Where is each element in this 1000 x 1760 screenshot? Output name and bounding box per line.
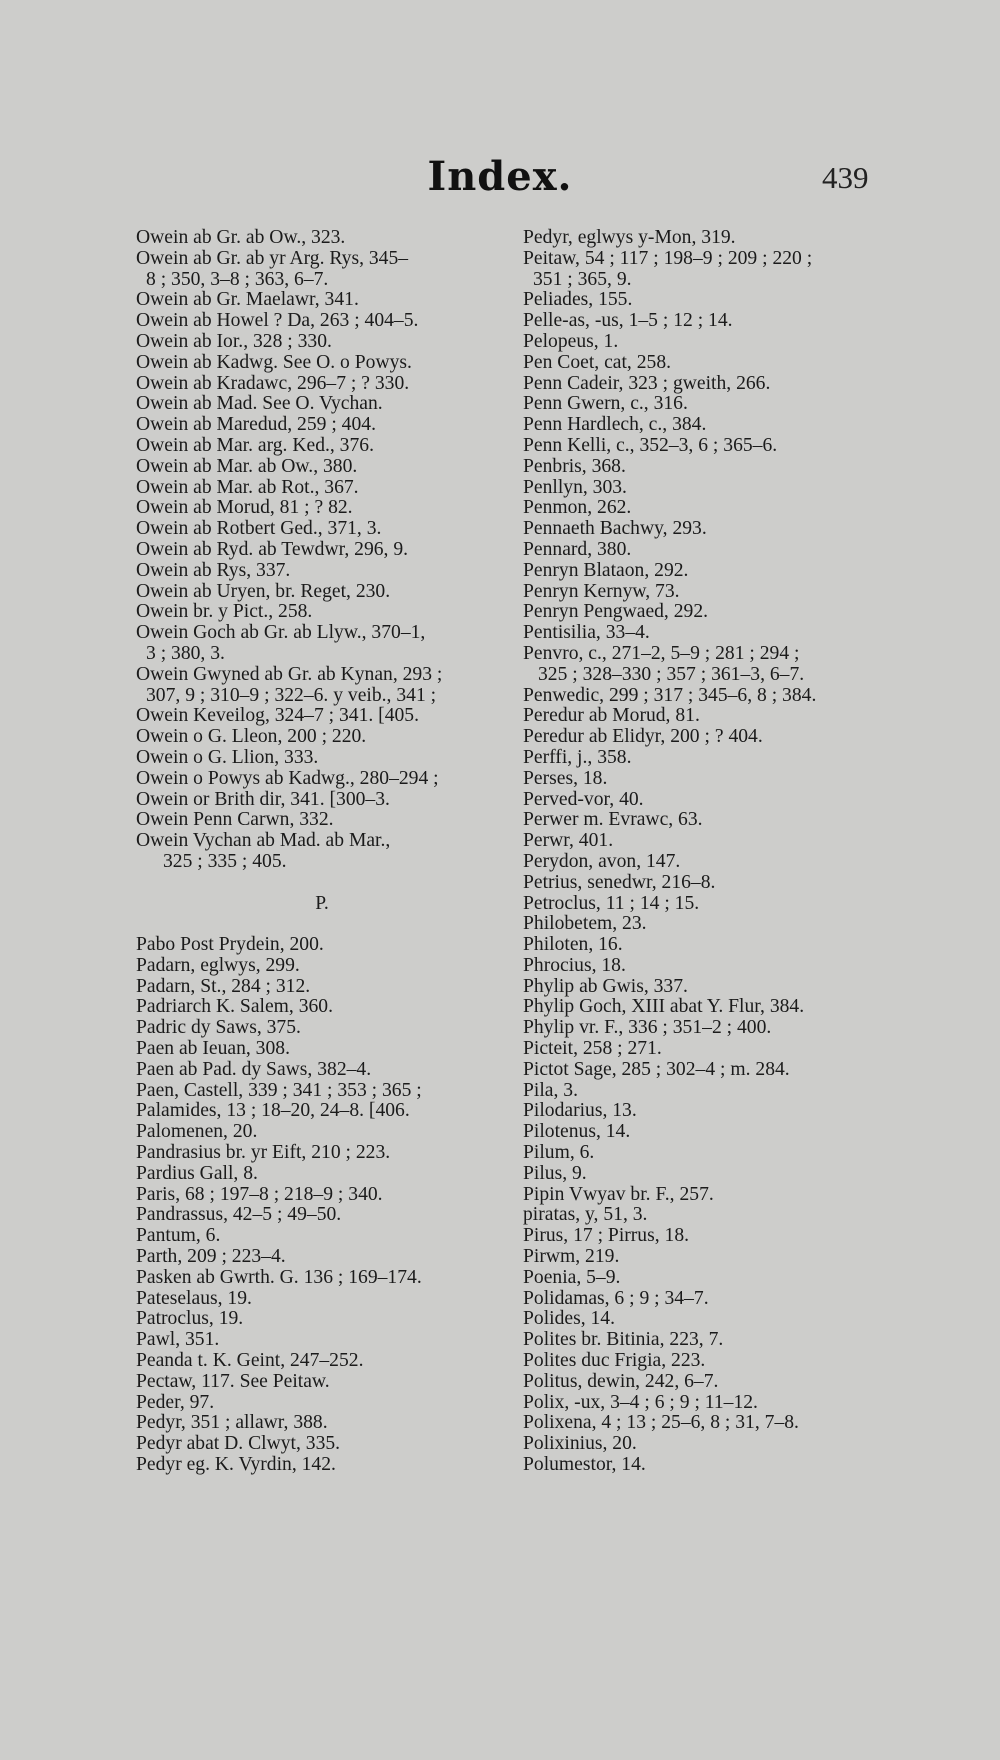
index-entry: Penryn Pengwaed, 292. xyxy=(523,601,709,623)
index-entry: Owein Penn Carwn, 332. xyxy=(136,809,334,831)
index-entry: Polidamas, 6 ; 9 ; 34–7. xyxy=(523,1287,709,1309)
index-entry: Polumestor, 14. xyxy=(523,1454,646,1476)
index-entry: Peanda t. K. Geint, 247–252. xyxy=(136,1350,364,1372)
index-entry: Penryn Blataon, 292. xyxy=(523,559,689,581)
index-entry: Penmon, 262. xyxy=(523,497,632,519)
index-column-right xyxy=(523,228,903,1476)
index-entry: Pateselaus, 19. xyxy=(136,1287,252,1309)
index-entry: Owein o Powys ab Kadwg., 280–294 ; xyxy=(136,767,439,789)
index-entry: Pantum, 6. xyxy=(136,1225,221,1247)
index-entry: Pirwm, 219. xyxy=(523,1246,620,1268)
index-entry: 325 ; 328–330 ; 357 ; 361–3, 6–7. xyxy=(538,663,805,685)
index-entry: Owein Keveilog, 324–7 ; 341. [405. xyxy=(136,705,419,727)
index-entry: Peitaw, 54 ; 117 ; 198–9 ; 209 ; 220 ; xyxy=(523,247,813,269)
index-entry: Pawl, 351. xyxy=(136,1329,220,1351)
index-entry: Penn Hardlech, c., 384. xyxy=(523,414,707,436)
index-entry: Penvro, c., 271–2, 5–9 ; 281 ; 294 ; xyxy=(523,642,800,664)
index-entry: Pilum, 6. xyxy=(523,1142,595,1164)
index-entry: Pelopeus, 1. xyxy=(523,330,619,352)
index-entry: Politus, dewin, 242, 6–7. xyxy=(523,1370,719,1392)
index-entry: Owein Gwyned ab Gr. ab Kynan, 293 ; xyxy=(136,663,443,685)
index-entry: Padriarch K. Salem, 360. xyxy=(136,996,333,1018)
index-entry: Petrius, senedwr, 216–8. xyxy=(523,871,716,893)
index-entry: Perwr, 401. xyxy=(523,830,614,852)
index-entry: Owein ab Morud, 81 ; ? 82. xyxy=(136,497,353,519)
index-entry: Perved-vor, 40. xyxy=(523,788,644,810)
index-entry: Pennard, 380. xyxy=(523,538,632,560)
index-entry: Owein ab Ior., 328 ; 330. xyxy=(136,330,332,352)
index-entry: Owein br. y Pict., 258. xyxy=(136,601,313,623)
index-entry: Penwedic, 299 ; 317 ; 345–6, 8 ; 384. xyxy=(523,684,817,706)
index-entry: 3 ; 380, 3. xyxy=(146,642,225,664)
index-entry: Owein Goch ab Gr. ab Llyw., 370–1, xyxy=(136,622,426,644)
index-entry: Owein ab Mar. ab Rot., 367. xyxy=(136,476,359,498)
index-entry: Penllyn, 303. xyxy=(523,476,627,498)
index-entry: Pennaeth Bachwy, 293. xyxy=(523,518,707,540)
index-entry: Owein ab Kadwg. See O. o Powys. xyxy=(136,351,412,373)
index-entry: Phylip Goch, XIII abat Y. Flur, 384. xyxy=(523,996,805,1018)
index-entry: Owein o G. Lleon, 200 ; 220. xyxy=(136,726,367,748)
index-entry: Owein ab Maredud, 259 ; 404. xyxy=(136,414,376,436)
index-entry: Padarn, eglwys, 299. xyxy=(136,954,300,976)
index-entry: Owein ab Kradawc, 296–7 ; ? 330. xyxy=(136,372,410,394)
index-entry: Penn Gwern, c., 316. xyxy=(523,393,688,415)
index-entry: Perses, 18. xyxy=(523,767,608,789)
index-entry: Pentisilia, 33–4. xyxy=(523,622,650,644)
section-letter: P. xyxy=(315,892,329,914)
index-entry: Polites duc Frigia, 223. xyxy=(523,1350,706,1372)
index-entry: Pila, 3. xyxy=(523,1079,578,1101)
index-entry: Palomenen, 20. xyxy=(136,1121,258,1143)
index-entry: Pen Coet, cat, 258. xyxy=(523,351,672,373)
index-entry: Penn Kelli, c., 352–3, 6 ; 365–6. xyxy=(523,434,778,456)
index-entry: Pedyr eg. K. Vyrdin, 142. xyxy=(136,1454,336,1476)
index-entry: 307, 9 ; 310–9 ; 322–6. y veib., 341 ; xyxy=(146,684,437,706)
index-entry: Polixinius, 20. xyxy=(523,1433,637,1455)
index-entry: Philoten, 16. xyxy=(523,934,623,956)
index-entry: Padric dy Saws, 375. xyxy=(136,1017,301,1039)
index-entry: Paen ab Pad. dy Saws, 382–4. xyxy=(136,1058,372,1080)
index-entry: Pirus, 17 ; Pirrus, 18. xyxy=(523,1225,690,1247)
index-entry: Owein or Brith dir, 341. [300–3. xyxy=(136,788,390,810)
index-entry: Philobetem, 23. xyxy=(523,913,647,935)
index-entry: Pilus, 9. xyxy=(523,1162,587,1184)
index-entry: 8 ; 350, 3–8 ; 363, 6–7. xyxy=(146,268,329,290)
index-entry: Pelle-as, -us, 1–5 ; 12 ; 14. xyxy=(523,310,733,332)
index-entry: Paris, 68 ; 197–8 ; 218–9 ; 340. xyxy=(136,1183,383,1205)
index-entry: Owein ab Ryd. ab Tewdwr, 296, 9. xyxy=(136,538,409,560)
index-entry: Phylip vr. F., 336 ; 351–2 ; 400. xyxy=(523,1017,772,1039)
index-entry: Paen ab Ieuan, 308. xyxy=(136,1038,290,1060)
index-entry: Peliades, 155. xyxy=(523,289,633,311)
index-entry: 325 ; 335 ; 405. xyxy=(163,850,287,872)
index-entry: Phylip ab Gwis, 337. xyxy=(523,975,688,997)
index-entry: Peder, 97. xyxy=(136,1391,215,1413)
index-entry: Owein ab Gr. ab Ow., 323. xyxy=(136,227,346,248)
index-entry: Polites br. Bitinia, 223, 7. xyxy=(523,1329,724,1351)
index-entry: Poenia, 5–9. xyxy=(523,1266,621,1288)
index-entry: Owein ab Gr. Maelawr, 341. xyxy=(136,289,359,311)
index-entry: Owein o G. Llion, 333. xyxy=(136,746,319,768)
index-entry: Pedyr, eglwys y-Mon, 319. xyxy=(523,227,736,248)
index-entry: Polix, -ux, 3–4 ; 6 ; 9 ; 11–12. xyxy=(523,1391,758,1413)
index-entry: Picteit, 258 ; 271. xyxy=(523,1038,662,1060)
index-entry: Owein ab Gr. ab yr Arg. Rys, 345– xyxy=(136,247,409,269)
index-entry: Pandrasius br. yr Eift, 210 ; 223. xyxy=(136,1142,391,1164)
index-entry: Padarn, St., 284 ; 312. xyxy=(136,975,311,997)
index-entry: Pedyr abat D. Clwyt, 335. xyxy=(136,1433,341,1455)
index-entry: Owein ab Rys, 337. xyxy=(136,559,291,581)
index-entry: 351 ; 365, 9. xyxy=(533,268,632,290)
index-entry: Parth, 209 ; 223–4. xyxy=(136,1246,286,1268)
index-entry: Pandrassus, 42–5 ; 49–50. xyxy=(136,1204,342,1226)
index-entry: Pilodarius, 13. xyxy=(523,1100,637,1122)
index-entry: Patroclus, 19. xyxy=(136,1308,244,1330)
index-entry: Penryn Kernyw, 73. xyxy=(523,580,680,602)
index-entry: Owein ab Mar. ab Ow., 380. xyxy=(136,455,358,477)
index-entry: Perydon, avon, 147. xyxy=(523,850,681,872)
index-entry: Peredur ab Elidyr, 200 ; ? 404. xyxy=(523,726,763,748)
page-number: 439 xyxy=(822,160,869,195)
index-entry: Perwer m. Evrawc, 63. xyxy=(523,809,703,831)
index-entry: Pasken ab Gwrth. G. 136 ; 169–174. xyxy=(136,1266,422,1288)
index-entry: Pictot Sage, 285 ; 302–4 ; m. 284. xyxy=(523,1058,790,1080)
section-spacer xyxy=(136,914,508,935)
index-entry: Pabo Post Prydein, 200. xyxy=(136,934,324,956)
index-entry: Phrocius, 18. xyxy=(523,954,626,976)
index-entry: Owein ab Mar. arg. Ked., 376. xyxy=(136,434,374,456)
index-entry: Paen, Castell, 339 ; 341 ; 353 ; 365 ; xyxy=(136,1079,422,1101)
index-entry: Pilotenus, 14. xyxy=(523,1121,631,1143)
index-entry: Palamides, 13 ; 18–20, 24–8. [406. xyxy=(136,1100,410,1122)
index-entry: Pectaw, 117. See Peitaw. xyxy=(136,1370,330,1392)
index-entry: Owein Vychan ab Mad. ab Mar., xyxy=(136,830,391,852)
index-entry: Perffi, j., 358. xyxy=(523,746,632,768)
index-entry: Pipin Vwyav br. F., 257. xyxy=(523,1183,714,1205)
index-entry: Pardius Gall, 8. xyxy=(136,1162,258,1184)
index-entry: Pedyr, 351 ; allawr, 388. xyxy=(136,1412,328,1434)
index-entry: Owein ab Mad. See O. Vychan. xyxy=(136,393,383,415)
index-entry: Peredur ab Morud, 81. xyxy=(523,705,700,727)
index-entry: Owein ab Rotbert Ged., 371, 3. xyxy=(136,518,382,540)
index-column-left xyxy=(136,228,508,1476)
index-entry: Petroclus, 11 ; 14 ; 15. xyxy=(523,892,700,914)
section-spacer xyxy=(136,873,508,894)
index-entry: piratas, y, 51, 3. xyxy=(523,1204,648,1226)
running-title: Index. xyxy=(427,153,573,200)
index-entry: Penbris, 368. xyxy=(523,455,626,477)
index-entry: Owein ab Uryen, br. Reget, 230. xyxy=(136,580,391,602)
index-entry: Owein ab Howel ? Da, 263 ; 404–5. xyxy=(136,310,419,332)
index-entry: Polides, 14. xyxy=(523,1308,615,1330)
index-entry: Polixena, 4 ; 13 ; 25–6, 8 ; 31, 7–8. xyxy=(523,1412,799,1434)
index-entry: Penn Cadeir, 323 ; gweith, 266. xyxy=(523,372,771,394)
